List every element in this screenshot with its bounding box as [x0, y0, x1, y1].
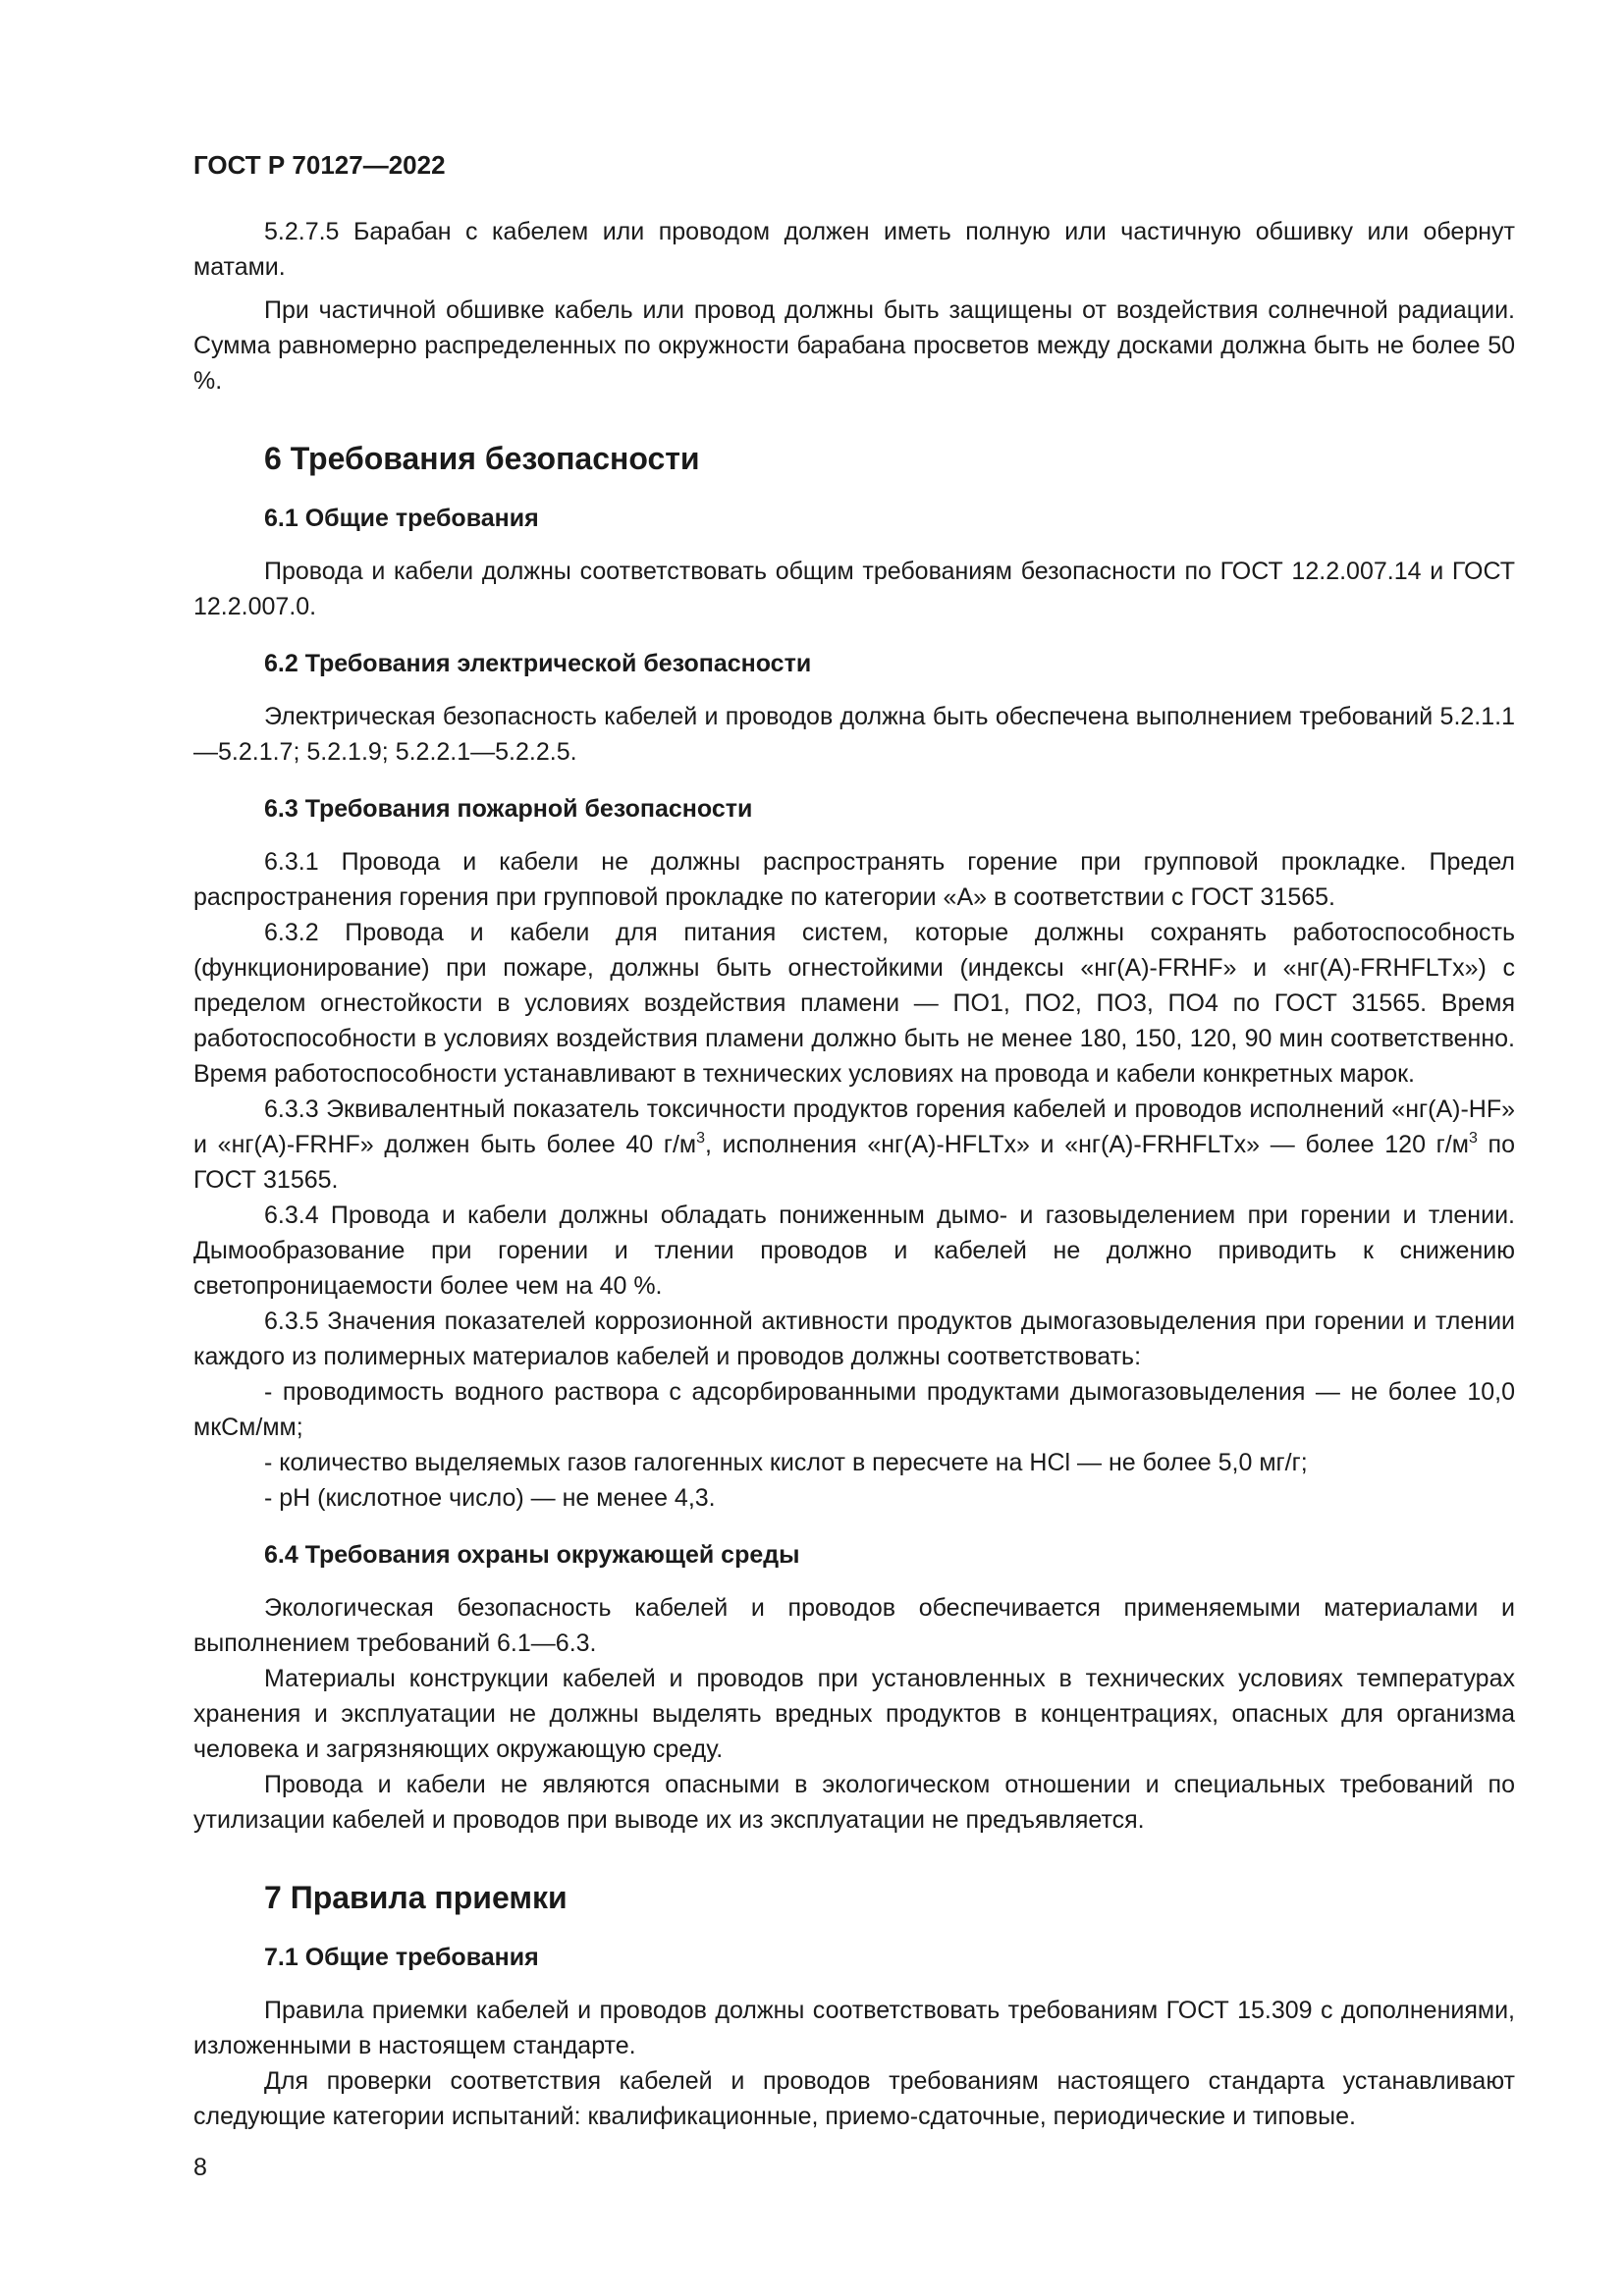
paragraph-6-3-2: 6.3.2 Провода и кабели для питания систем, которые должны сохранять работоспособность (функционирование) при пожаре, должны быть огнестойкими (индексы «нг(А)-FRHF» и «нг(А)-FRHFLTx») с пределом огнестойкости в условиях воздействия пламени — ПО1, ПО2, ПО3, ПО4 по ГОСТ 31565. Время работоспособности в условиях воздействия пламени должно быть не менее 180, 150, 120, 90 мин соответственно. Время работоспособности устанавливают в технических условиях на провода и кабели конкретных марок.: [193, 919, 1515, 1088]
paragraph-6-3-3-part3: по ГОСТ 31565.: [193, 1131, 1515, 1194]
subsection-6-4-title: 6.4 Требования охраны окружающей среды: [264, 1541, 800, 1569]
superscript-cubic-2: 3: [1468, 1130, 1478, 1147]
section-6-title: 6 Требования безопасности: [264, 441, 700, 476]
paragraph-6-3-3-part1: 6.3.3 Эквивалентный показатель токсичности продуктов горения кабелей и проводов исполнений «нг(А)-HF» и «нг(А)-FRHF» должен быть более 40 г/м: [193, 1095, 1515, 1158]
paragraph-6-3-3: [193, 1092, 1515, 1198]
subsection-6-1-title: 6.1 Общие требования: [264, 505, 539, 532]
paragraph-6-3-4: 6.3.4 Провода и кабели должны обладать пониженным дымо- и газовыделением при горении и тлении. Дымообразование при горении и тлении проводов и кабелей не должно приводить к снижению светопроницаемости более чем на 40 %.: [193, 1201, 1515, 1300]
paragraph-5-2-7-5: 5.2.7.5 Барабан с кабелем или проводом должен иметь полную или частичную обшивку или обернут матами.: [193, 218, 1515, 281]
paragraph-7-1-b: Для проверки соответствия кабелей и проводов требованиям настоящего стандарта устанавливают следующие категории испытаний: квалификационные, приемо-сдаточные, периодические и типовые.: [193, 2067, 1515, 2130]
paragraph-6-3-1: 6.3.1 Провода и кабели не должны распространять горение при групповой прокладке. Предел распространения горения при групповой прокладке по категории «А» в соответствии с ГОСТ 31565.: [193, 848, 1515, 911]
document-code-header: ГОСТ Р 70127—2022: [193, 150, 446, 180]
page-number: 8: [193, 2154, 207, 2181]
paragraph-5-2-7-5-continued: При частичной обшивке кабель или провод должны быть защищены от воздействия солнечной радиации. Сумма равномерно распределенных по окружности барабана просветов между досками должна быть не более 50 %.: [193, 296, 1515, 395]
list-item-halogen-acid: - количество выделяемых газов галогенных кислот в пересчете на HCl — не более 5,0 мг/г;: [264, 1449, 1308, 1476]
paragraph-6-3-3-part2: , исполнения «нг(А)-HFLTx» и «нг(А)-FRHFLTx» — более 120 г/м: [705, 1131, 1469, 1158]
document-body: [193, 214, 1515, 2134]
section-7-title: 7 Правила приемки: [264, 1880, 568, 1915]
subsection-6-2-title: 6.2 Требования электрической безопасности: [264, 650, 812, 677]
list-item-ph: - pH (кислотное число) — не менее 4,3.: [264, 1484, 716, 1512]
paragraph-6-4-a: Экологическая безопасность кабелей и проводов обеспечивается применяемыми материалами и выполнением требований 6.1—6.3.: [193, 1594, 1515, 1657]
list-item-conductivity: - проводимость водного раствора с адсорбированными продуктами дымогазовыделения — не более 10,0 мкСм/мм;: [193, 1378, 1515, 1441]
paragraph-6-3-5: 6.3.5 Значения показателей коррозионной активности продуктов дымогазовыделения при горении и тлении каждого из полимерных материалов кабелей и проводов должны соответствовать:: [193, 1308, 1515, 1370]
subsection-7-1-title: 7.1 Общие требования: [264, 1944, 539, 1971]
paragraph-7-1-a: Правила приемки кабелей и проводов должны соответствовать требованиям ГОСТ 15.309 с дополнениями, изложенными в настоящем стандарте.: [193, 1997, 1515, 2059]
paragraph-6-2: Электрическая безопасность кабелей и проводов должна быть обеспечена выполнением требований 5.2.1.1—5.2.1.7; 5.2.1.9; 5.2.2.1—5.2.2.5.: [193, 703, 1515, 766]
paragraph-6-4-c: Провода и кабели не являются опасными в экологическом отношении и специальных требований по утилизации кабелей и проводов при выводе их из эксплуатации не предъявляется.: [193, 1771, 1515, 1834]
superscript-cubic-1: 3: [696, 1130, 705, 1147]
paragraph-6-4-b: Материалы конструкции кабелей и проводов при установленных в технических условиях температурах хранения и эксплуатации не должны выделять вредных продуктов в концентрациях, опасных для организма человека и загрязняющих окружающую среду.: [193, 1665, 1515, 1763]
subsection-6-3-title: 6.3 Требования пожарной безопасности: [264, 795, 753, 823]
paragraph-6-1: Провода и кабели должны соответствовать общим требованиям безопасности по ГОСТ 12.2.007.14 и ГОСТ 12.2.007.0.: [193, 558, 1515, 620]
